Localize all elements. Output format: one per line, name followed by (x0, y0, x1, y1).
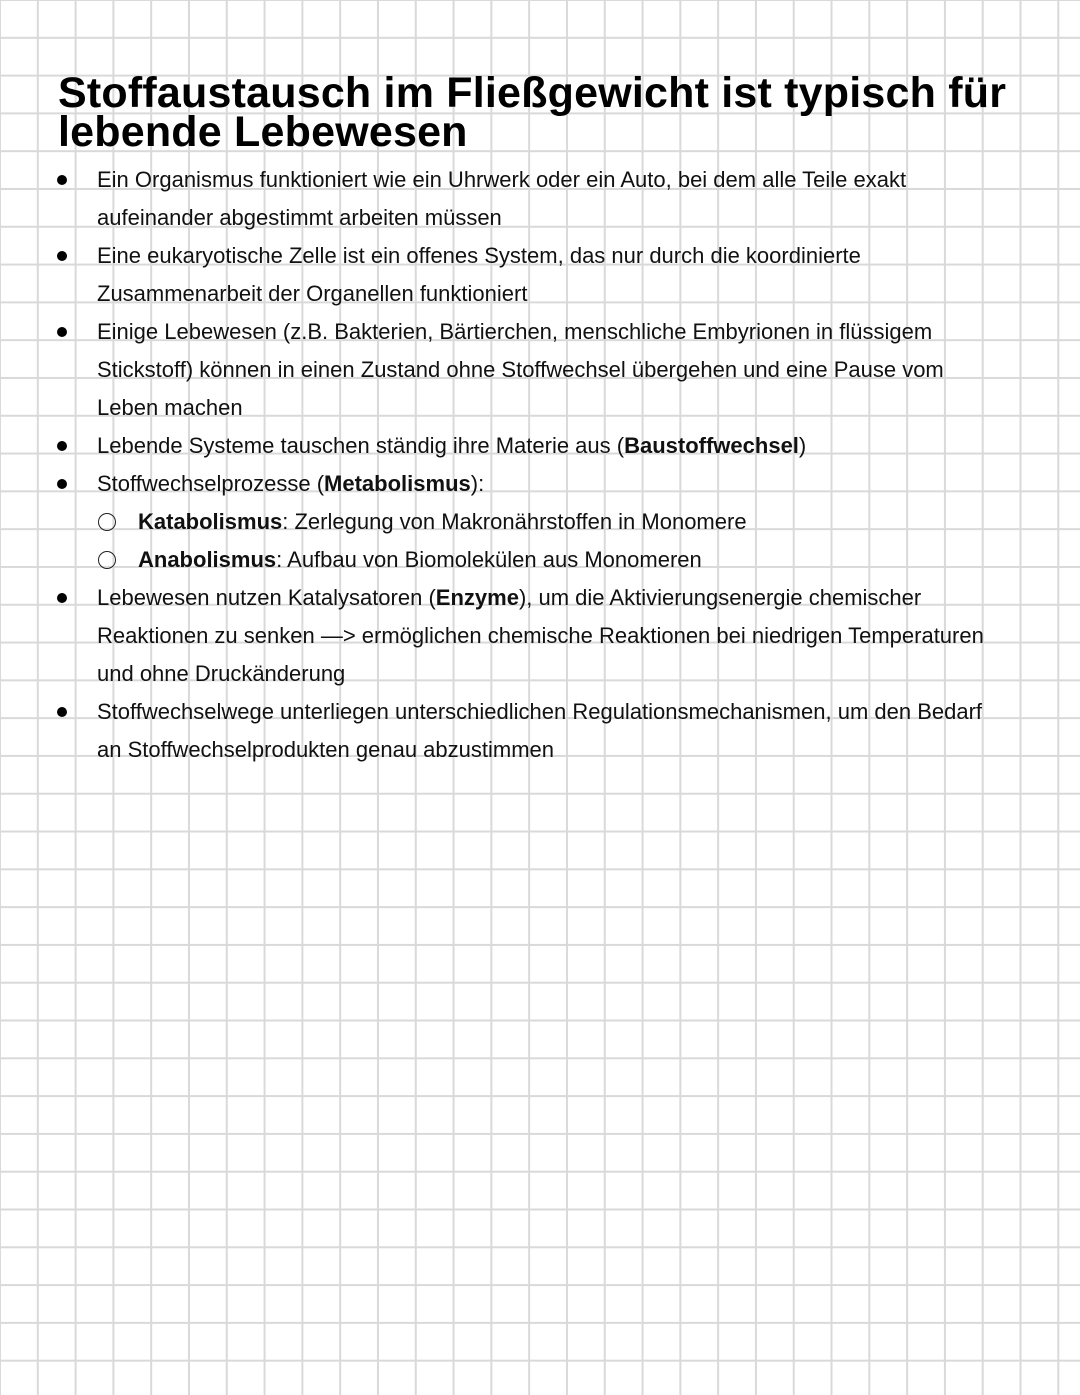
bullet-text-pre: Lebende Systeme tauschen ständig ihre Materie aus ( (97, 433, 625, 458)
hollow-circle-icon (98, 513, 116, 531)
bullet-text-pre: Stoffwechselprozesse ( (97, 471, 325, 496)
bullet-item (0, 237, 1080, 313)
sub-term-katabolismus: Katabolismus (138, 509, 283, 534)
bullet-term-enzyme: Enzyme (435, 585, 519, 610)
hollow-circle-icon (98, 551, 116, 569)
bullet-text: Eine eukaryotische Zelle ist ein offenes System, das nur durch die koordinierte Zusammenarbeit der Organellen funktioniert (97, 243, 861, 306)
sub-bullet-list (97, 503, 1010, 579)
page-title: Stoffaustausch im Fließgewicht ist typisch für lebende Lebewesen (58, 69, 1007, 156)
bullet-text: Stoffwechselwege unterliegen unterschiedlichen Regulationsmechanismen, um den Bedarf an Stoffwechselprodukten genau abzustimmen (97, 699, 983, 762)
bullet-term-baustoffwechsel: Baustoffwechsel (624, 433, 799, 458)
sub-bullet-item (97, 503, 1010, 541)
bullet-text-pre: Lebewesen nutzen Katalysatoren ( (97, 585, 436, 610)
bullet-dot-icon (57, 327, 67, 337)
bullet-item (0, 313, 1080, 427)
bullet-dot-icon (57, 707, 67, 717)
bullet-list (0, 161, 1080, 769)
sub-text: : Zerlegung von Makronährstoffen in Monomere (282, 509, 747, 534)
bullet-dot-icon (57, 593, 67, 603)
bullet-term-metabolismus: Metabolismus (324, 471, 471, 496)
bullet-text-post: ): (470, 471, 485, 496)
bullet-dot-icon (57, 251, 67, 261)
bullet-dot-icon (57, 441, 67, 451)
bullet-item (0, 579, 1080, 693)
bullet-dot-icon (57, 175, 67, 185)
sub-bullet-item (97, 541, 1010, 579)
bullet-item (0, 693, 1080, 769)
bullet-item (0, 465, 1080, 579)
bullet-text-post: ) (798, 433, 807, 458)
bullet-item (0, 427, 1080, 465)
bullet-dot-icon (57, 479, 67, 489)
sub-text: : Aufbau von Biomolekülen aus Monomeren (276, 547, 702, 572)
bullet-item (0, 161, 1080, 237)
bullet-text: Einige Lebewesen (z.B. Bakterien, Bärtierchen, menschliche Embyrionen in flüssigem Stickstoff) können in einen Zustand ohne Stoffwechsel übergehen und eine Pause vom Leben machen (97, 319, 944, 420)
bullet-text: Ein Organismus funktioniert wie ein Uhrwerk oder ein Auto, bei dem alle Teile exakt aufeinander abgestimmt arbeiten müssen (97, 167, 907, 230)
bullet-text-post: ), um die Aktivierungsenergie chemischer Reaktionen zu senken —> ermöglichen chemische Reaktionen bei niedrigen Temperaturen und ohne Druckänderung (97, 585, 984, 686)
sub-term-anabolismus: Anabolismus (138, 547, 277, 572)
